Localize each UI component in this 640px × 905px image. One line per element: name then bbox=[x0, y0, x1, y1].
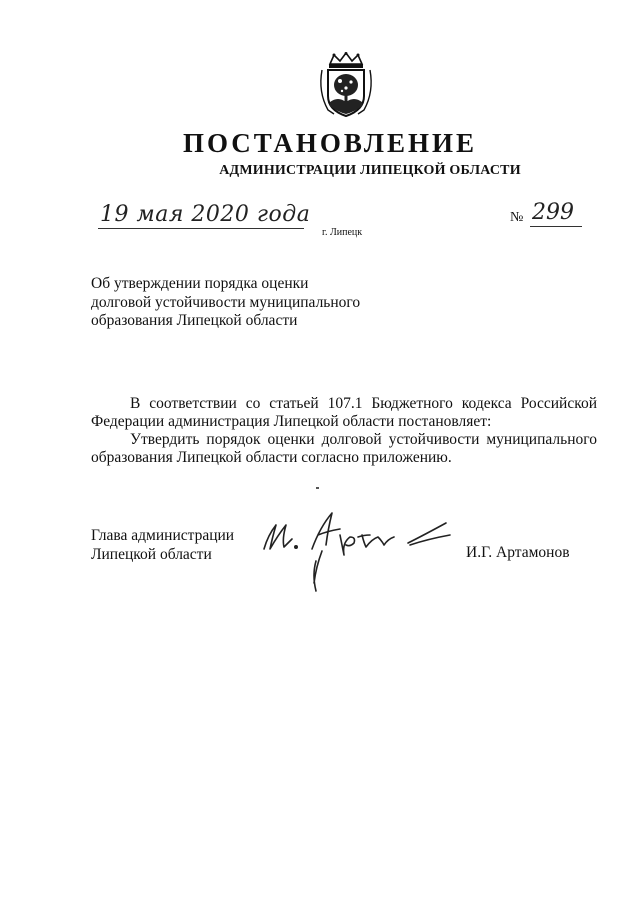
document-subject bbox=[91, 275, 360, 331]
handwritten-signature bbox=[258, 505, 458, 600]
body-paragraph: Утвердить порядок оценки долговой устойчивости муниципального образования Липецкой области согласно приложению. bbox=[91, 431, 597, 466]
document-title: ПОСТАНОВЛЕНИЕ bbox=[182, 128, 478, 158]
number-underline bbox=[530, 226, 582, 227]
document-city: г. Липецк bbox=[322, 227, 363, 238]
document-subtitle: АДМИНИСТРАЦИИ ЛИПЕЦКОЙ ОБЛАСТИ bbox=[219, 163, 521, 178]
position-line: Липецкой области bbox=[91, 546, 212, 563]
subject-line: долговой устойчивости муниципального bbox=[91, 293, 361, 311]
subject-line: Об утверждении порядка оценки bbox=[91, 275, 309, 292]
subject-line: образования Липецкой области bbox=[91, 312, 298, 329]
scan-speck bbox=[316, 487, 319, 489]
signatory-position bbox=[91, 526, 234, 564]
document-body bbox=[91, 395, 597, 467]
position-line: Глава администрации bbox=[91, 527, 235, 544]
lipetsk-coat-of-arms-icon bbox=[316, 52, 376, 118]
document-number: 299 bbox=[532, 200, 574, 225]
date-underline bbox=[98, 228, 304, 229]
body-paragraph: В соответствии со статьей 107.1 Бюджетного кодекса Российской Федерации администрация Липецкой области постановляет: bbox=[91, 395, 597, 430]
signer-name: И.Г. Артамонов bbox=[466, 544, 570, 561]
document-date: 19 мая 2020 года bbox=[100, 202, 311, 227]
number-sign: № bbox=[510, 210, 524, 225]
